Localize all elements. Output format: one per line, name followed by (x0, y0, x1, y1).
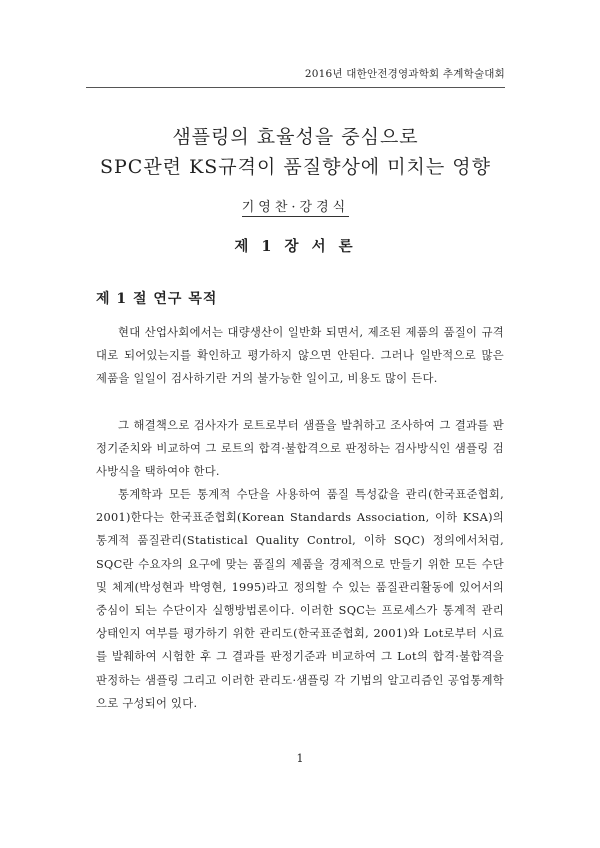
paper-title (86, 122, 505, 182)
paragraph-2: 그 해결책으로 검사자가 로트로부터 샘플을 발취하고 조사하여 그 결과를 판정기준치와 비교하여 그 로트의 합격·불합격으로 판정하는 검사방식인 샘플링 검사방식을 택하여야 한다. (96, 419, 504, 479)
section-heading: 제 1 절 연구 목적 (96, 291, 218, 307)
title-line-1: 샘플링의 효율성을 중심으로 (172, 126, 419, 148)
page-number: 1 (296, 752, 304, 765)
paragraph-3: 통계학과 모든 통계적 수단을 사용하여 품질 특성값을 관리(한국표준협회, 2001)한다는 한국표준협회(Korean Standards Association, 이하 KSA)의 통계적 품질관리(Statistical Quality Control, 이하 SQC) 정의에서처럼, SQC란 수요자의 요구에 맞는 품질의 제품을 경제적으로 만들기 위한 모든 수단 및 체계(박성현과 박영현, 1995)라고 정의할 수 있는 품질관리활동에 있어서의 중심이 되는 수단이자 실행방법론이다. 이러한 SQC는 프로세스가 통계적 관리 상태인지 여부를 평가하기 위한 관리도(한국표준협회, 2001)와 Lot로부터 시료를 발췌하여 시험한 후 그 결과를 판정기준과 비교하여 그 Lot의 합격·불합격을 판정하는 샘플링 그리고 이러한 관리도·샘플링 각 기법의 알고리즘인 공업통계학으로 구성되어 있다. (96, 488, 504, 710)
author-list (86, 196, 505, 215)
chapter-heading: 제 1 장 서 론 (234, 238, 357, 255)
title-line-2: SPC관련 KS규격이 품질향상에 미치는 영향 (99, 156, 492, 178)
running-header: 2016년 대한안전경영과학회 추계학술대회 (86, 66, 505, 88)
author-names: 기영찬·강경식 (241, 200, 350, 215)
paragraph-1: 현대 산업사회에서는 대량생산이 일반화 되면서, 제조된 제품의 품질이 규격대로 되어있는지를 확인하고 평가하지 않으면 안된다. 그러나 일반적으로 많은 제품을 일일이 검사하기란 거의 불가능한 일이고, 비용도 많이 든다. (96, 326, 504, 386)
